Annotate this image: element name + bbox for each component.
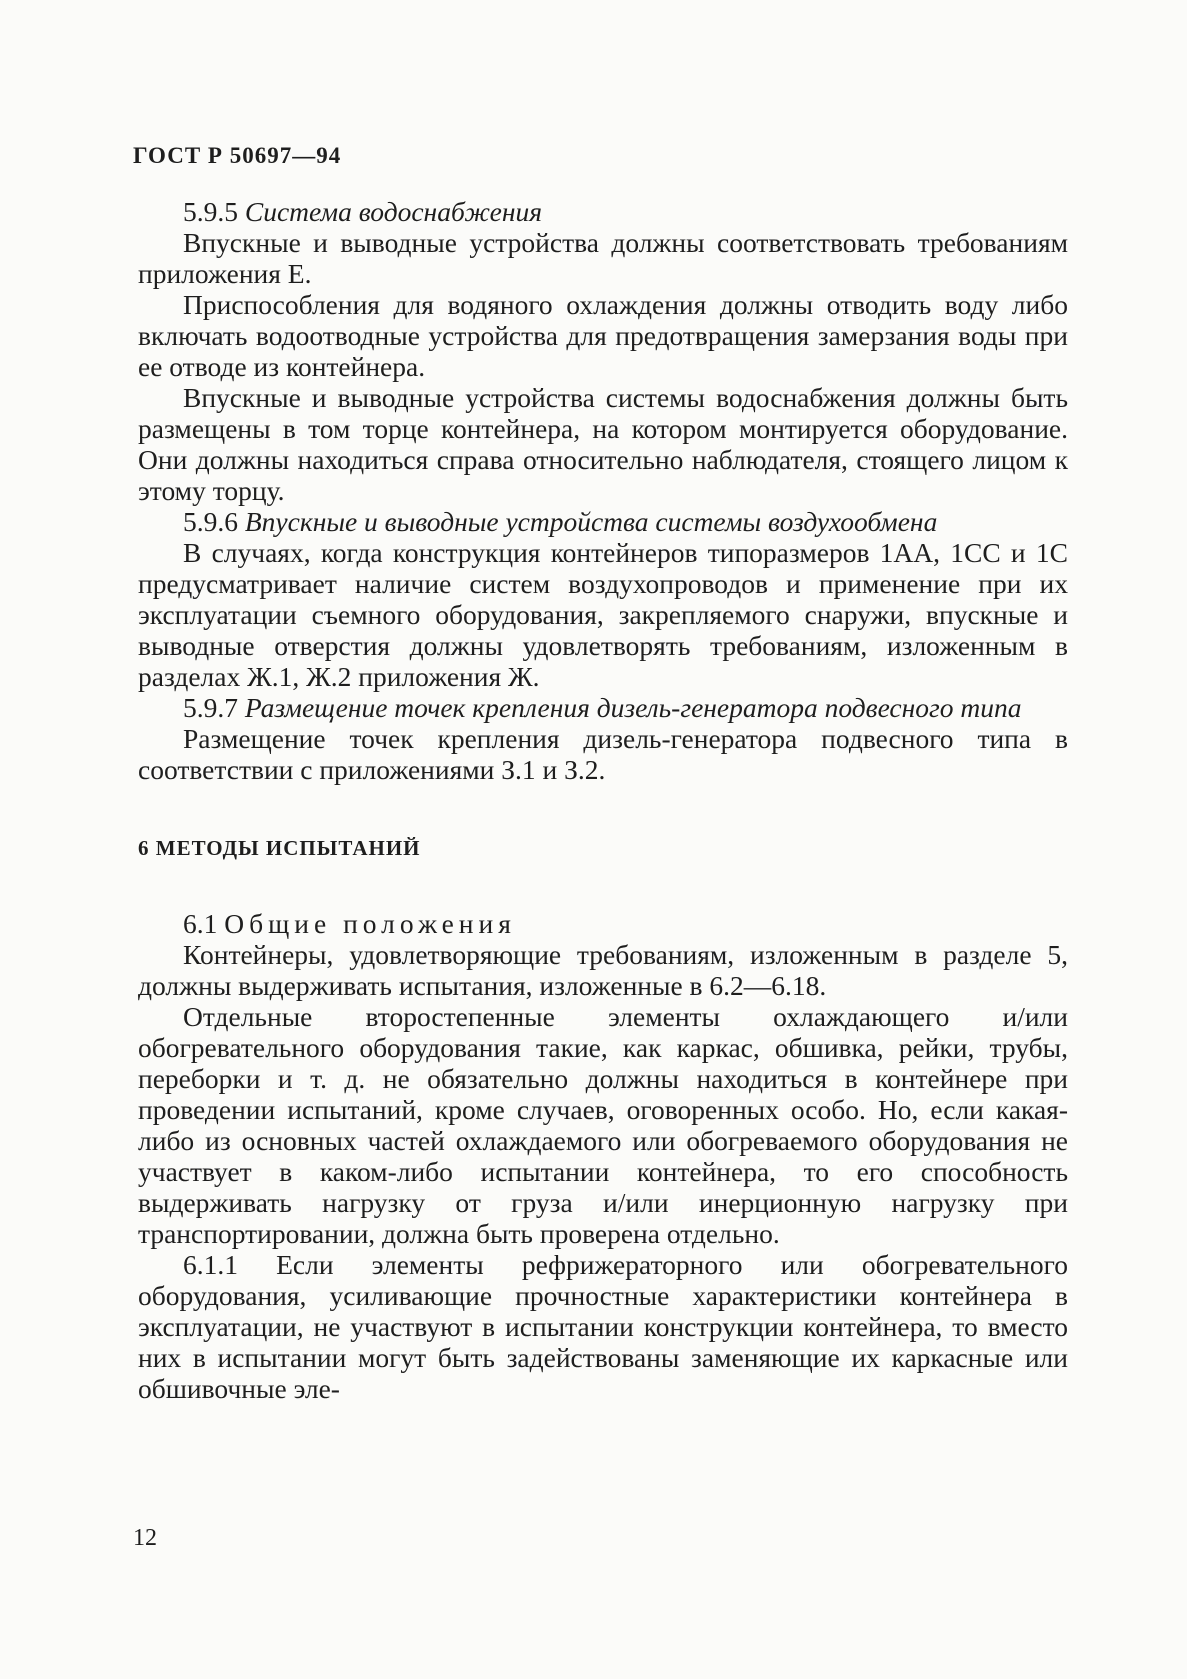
paragraph: Отдельные второстепенные элементы охлаждающего и/или обогревательного оборудования такие, как каркас, обшивка, рейки, трубы, переборки и т. д. не обязательно должны находиться в контейнере при проведении испытаний, кроме случаев, оговоренных особо. Но, если какая-либо из основных частей охлаждаемого или обогреваемого оборудования не участвует в каком-либо испытании контейнера, то его способность выдерживать нагрузку от груза и/или инерционную нагрузку при транспортировании, должна быть проверена отдельно. xyxy=(138,1001,1068,1249)
subsection-title: Размещение точек крепления дизель-генератора подвесного типа xyxy=(244,692,1022,723)
subsection-number: 5.9.6 xyxy=(183,506,238,537)
paragraph: Контейнеры, удовлетворяющие требованиям, изложенным в разделе 5, должны выдерживать испытания, изложенные в 6.2—6.18. xyxy=(138,939,1068,1001)
paragraph: Впускные и выводные устройства должны соответствовать требованиям приложения Е. xyxy=(138,227,1068,289)
paragraph: Впускные и выводные устройства системы водоснабжения должны быть размещены в том торце контейнера, на котором монтируется оборудование. Они должны находиться справа относительно наблюдателя, стоящего лицом к этому торцу. xyxy=(138,382,1068,506)
subsection-number: 5.9.5 xyxy=(183,196,238,227)
paragraph: 6.1.1 Если элементы рефрижераторного или обогревательного оборудования, усиливающие прочностные характеристики контейнера в эксплуатации, не участвуют в испытании конструкции контейнера, то вместо них в испытании могут быть задействованы заменяющие их каркасные или обшивочные эле- xyxy=(138,1249,1068,1404)
document-body xyxy=(138,196,1068,1404)
subsection-5-9-7-heading xyxy=(138,692,1068,723)
subsection-number: 6.1 xyxy=(183,908,218,939)
paragraph: Приспособления для водяного охлаждения должны отводить воду либо включать водоотводные устройства для предотвращения замерзания воды при ее отводе из контейнера. xyxy=(138,289,1068,382)
page-number: 12 xyxy=(133,1525,157,1551)
paragraph: В случаях, когда конструкция контейнеров типоразмеров 1АА, 1СС и 1С предусматривает наличие систем воздухопроводов и применение при их эксплуатации съемного оборудования, закрепляемого снаружи, впускные и выводные отверстия должны удовлетворять требованиям, изложенным в разделах Ж.1, Ж.2 приложения Ж. xyxy=(138,537,1068,692)
subsection-number: 5.9.7 xyxy=(183,692,238,723)
page-header: ГОСТ Р 50697—94 xyxy=(133,143,342,168)
subsection-title: Система водоснабжения xyxy=(244,196,543,227)
section-heading: 6 МЕТОДЫ ИСПЫТАНИЙ xyxy=(138,836,421,860)
subsection-5-9-5-heading xyxy=(138,196,1068,227)
subsection-5-9-6-heading xyxy=(138,506,1068,537)
subsection-title: Общие положения xyxy=(224,908,516,939)
subsection-6-1-heading xyxy=(138,908,1068,939)
paragraph: Размещение точек крепления дизель-генератора подвесного типа в соответствии с приложениями З.1 и З.2. xyxy=(138,723,1068,785)
subsection-title: Впускные и выводные устройства системы воздухообмена xyxy=(244,506,938,537)
